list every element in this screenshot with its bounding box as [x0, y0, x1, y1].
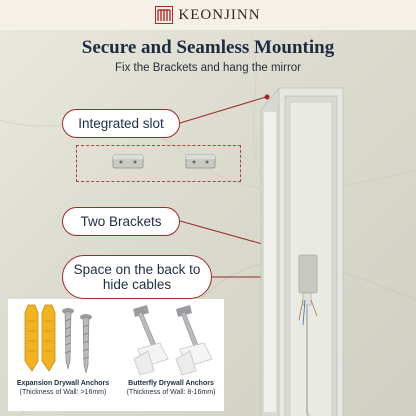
page-subtitle: Fix the Brackets and hang the mirror	[115, 62, 301, 74]
butterfly-anchor-note: (Thickness of Wall: 8-16mm)	[126, 389, 216, 396]
butterfly-anchor-name: Butterfly Drywall Anchors	[128, 380, 214, 387]
callout-integrated-slot: Integrated slot	[62, 109, 180, 138]
butterfly-anchor-caption	[118, 379, 224, 397]
butterfly-anchor-icon	[133, 305, 212, 375]
callout-two-brackets: Two Brackets	[62, 207, 180, 236]
expansion-anchor-name: Expansion Drywall Anchors	[16, 380, 110, 387]
callout-hide-cables: Space on the back to hide cables	[62, 255, 212, 299]
expansion-anchor-icon	[25, 305, 55, 371]
anchors-panel	[8, 299, 224, 411]
bracket-icon	[77, 146, 240, 181]
expansion-anchor-caption	[10, 379, 116, 397]
page-title: Secure and Seamless Mounting	[81, 37, 335, 58]
brand-name: KEONJINN	[178, 6, 261, 23]
expansion-anchor-note: (Thickness of Wall: >16mm)	[19, 389, 107, 396]
anchor-hardware-icon	[8, 299, 224, 377]
brackets-frame	[76, 145, 241, 182]
screw-icon	[62, 308, 92, 373]
mirror-side-illustration	[259, 80, 345, 416]
